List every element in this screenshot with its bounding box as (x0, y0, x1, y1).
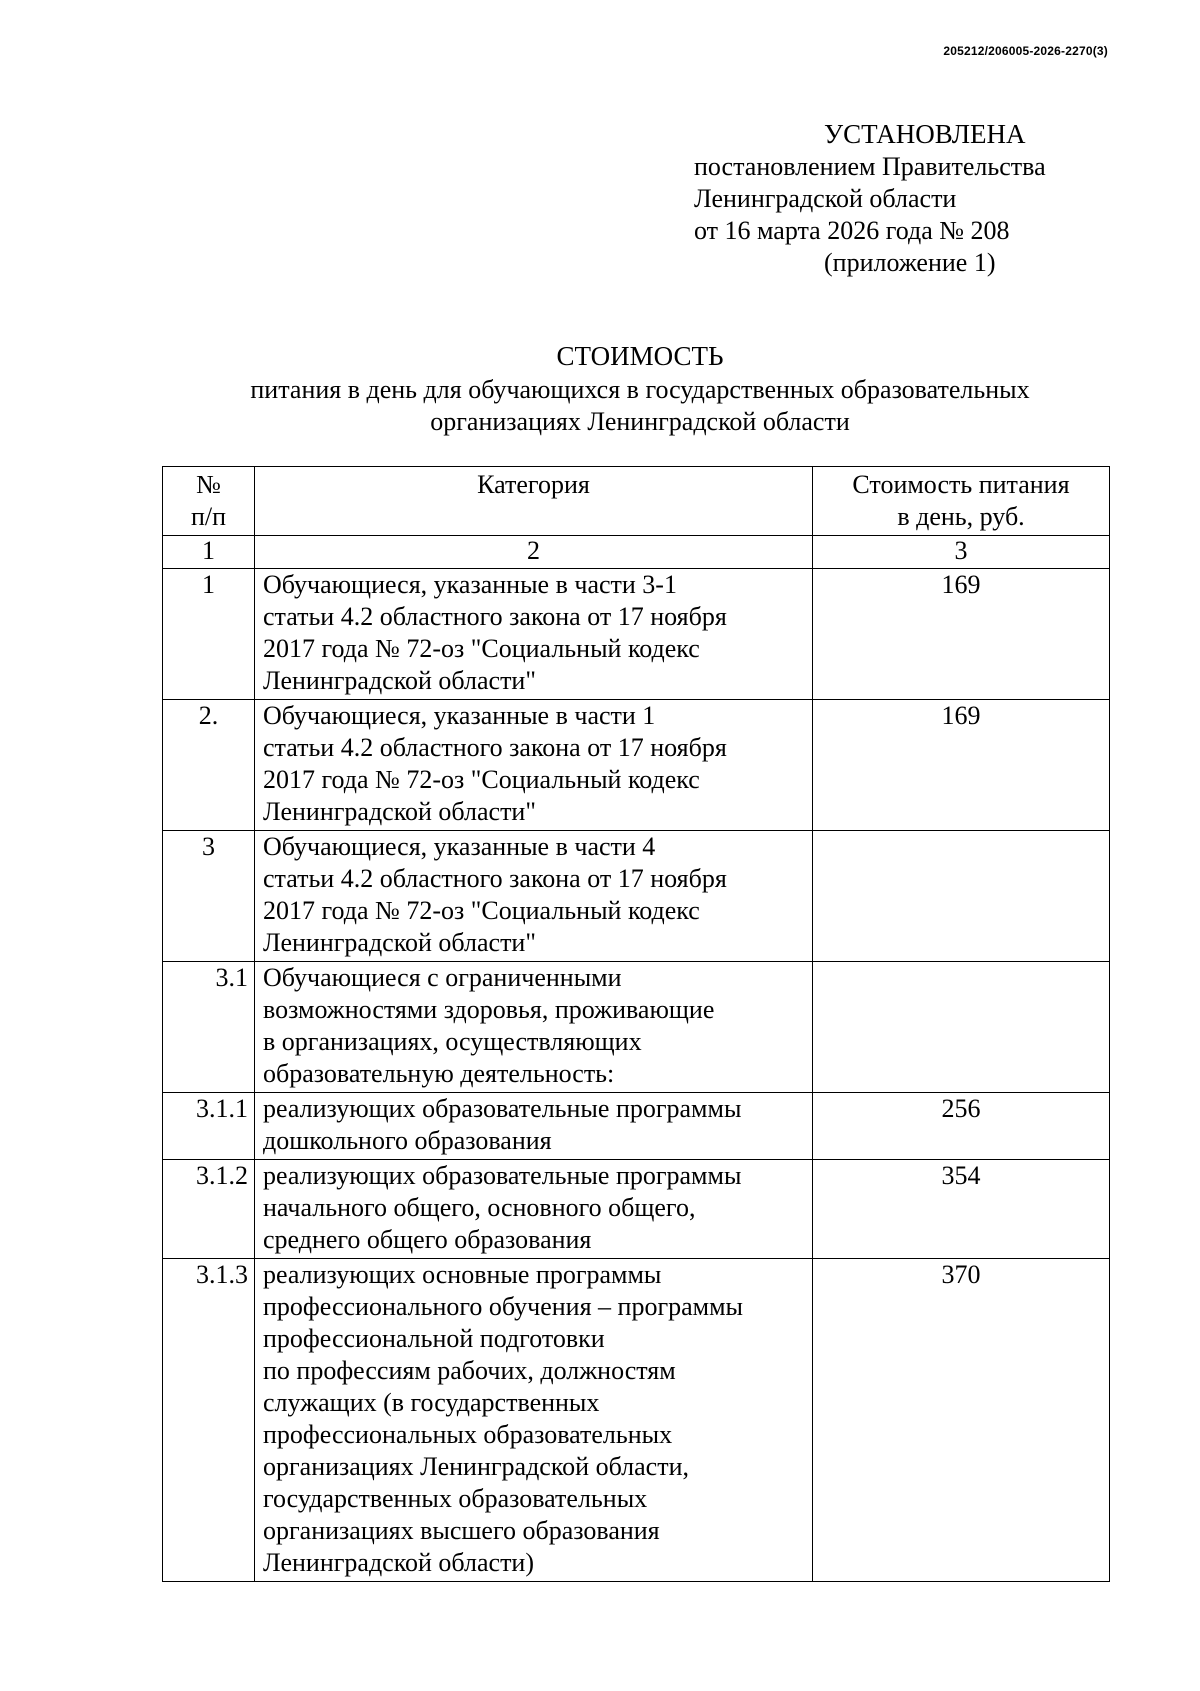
column-index-2: 2 (255, 536, 813, 569)
table-row (163, 1160, 1110, 1259)
row-category (255, 831, 813, 962)
row-cost (813, 962, 1110, 1093)
row-number: 3.1.3 (163, 1259, 255, 1582)
header-number (163, 467, 255, 536)
title-main: СТОИМОСТЬ (556, 341, 724, 371)
category-line: статьи 4.2 областного закона от 17 ноября (263, 864, 727, 893)
category-line: Ленинградской области" (263, 666, 536, 695)
row-number: 3 (163, 831, 255, 962)
category-line: образовательную деятельность: (263, 1059, 615, 1088)
category-line: реализующих основные программы (263, 1260, 662, 1289)
approval-stamp (694, 118, 1046, 279)
category-line: государственных образовательных (263, 1484, 648, 1513)
category-line: статьи 4.2 областного закона от 17 ноября (263, 602, 727, 631)
row-cost (813, 831, 1110, 962)
category-line: реализующих образовательные программы (263, 1161, 742, 1190)
category-line: статьи 4.2 областного закона от 17 ноября (263, 733, 727, 762)
category-line: реализующих образовательные программы (263, 1094, 742, 1123)
title-line-2: организациях Ленинградской области (430, 407, 850, 436)
approval-line-1: постановлением Правительства (694, 152, 1046, 181)
row-number: 3.1.2 (163, 1160, 255, 1259)
category-line: начального общего, основного общего, (263, 1193, 696, 1222)
table-row (163, 1259, 1110, 1582)
document-registration-code: 205212/206005-2026-2270(3) (943, 44, 1108, 58)
category-line: дошкольного образования (263, 1126, 552, 1155)
category-line: Обучающиеся, указанные в части 1 (263, 701, 656, 730)
row-number: 2. (163, 700, 255, 831)
row-cost: 169 (813, 569, 1110, 700)
table-row (163, 831, 1110, 962)
table-row (163, 962, 1110, 1093)
approval-heading: УСТАНОВЛЕНА (824, 119, 1026, 149)
row-cost: 169 (813, 700, 1110, 831)
header-number-line-1: № (196, 470, 221, 499)
table-row (163, 1093, 1110, 1160)
row-number: 3.1 (163, 962, 255, 1093)
table-row (163, 569, 1110, 700)
header-cost-line-2: в день, руб. (897, 502, 1025, 531)
column-index-row (163, 536, 1110, 569)
category-line: профессиональной подготовки (263, 1324, 605, 1353)
category-line: 2017 года № 72-оз "Социальный кодекс (263, 765, 700, 794)
row-category (255, 1093, 813, 1160)
table-row (163, 700, 1110, 831)
approval-line-3: от 16 марта 2026 года № 208 (694, 216, 1010, 245)
row-category (255, 962, 813, 1093)
title-line-1: питания в день для обучающихся в государственных образовательных (250, 375, 1030, 404)
category-line: Ленинградской области" (263, 928, 536, 957)
row-category (255, 569, 813, 700)
approval-appendix: (приложение 1) (824, 248, 996, 277)
category-line: среднего общего образования (263, 1225, 592, 1254)
category-line: профессиональных образовательных (263, 1420, 673, 1449)
approval-line-2: Ленинградской области (694, 184, 957, 213)
category-line: Обучающиеся с ограниченными (263, 963, 622, 992)
category-line: Ленинградской области" (263, 797, 536, 826)
row-cost: 256 (813, 1093, 1110, 1160)
category-line: служащих (в государственных (263, 1388, 600, 1417)
cost-table (162, 466, 1110, 1582)
row-number: 3.1.1 (163, 1093, 255, 1160)
row-cost: 354 (813, 1160, 1110, 1259)
row-cost: 370 (813, 1259, 1110, 1582)
category-line: 2017 года № 72-оз "Социальный кодекс (263, 896, 700, 925)
header-cost (813, 467, 1110, 536)
category-line: 2017 года № 72-оз "Социальный кодекс (263, 634, 700, 663)
header-category: Категория (255, 467, 813, 536)
column-index-3: 3 (813, 536, 1110, 569)
header-cost-line-1: Стоимость питания (852, 470, 1070, 499)
category-line: возможностями здоровья, проживающие (263, 995, 715, 1024)
row-number: 1 (163, 569, 255, 700)
header-number-line-2: п/п (190, 502, 227, 531)
category-line: организациях Ленинградской области, (263, 1452, 689, 1481)
category-line: организациях высшего образования (263, 1516, 660, 1545)
row-category (255, 1259, 813, 1582)
document-title (160, 340, 1120, 438)
category-line: Обучающиеся, указанные в части 4 (263, 832, 656, 861)
row-category (255, 700, 813, 831)
category-line: Ленинградской области) (263, 1548, 535, 1577)
category-line: профессионального обучения – программы (263, 1292, 744, 1321)
category-line: по профессиям рабочих, должностям (263, 1356, 676, 1385)
category-line: в организациях, осуществляющих (263, 1027, 642, 1056)
table-header-row (163, 467, 1110, 536)
row-category (255, 1160, 813, 1259)
category-line: Обучающиеся, указанные в части 3-1 (263, 570, 677, 599)
column-index-1: 1 (163, 536, 255, 569)
